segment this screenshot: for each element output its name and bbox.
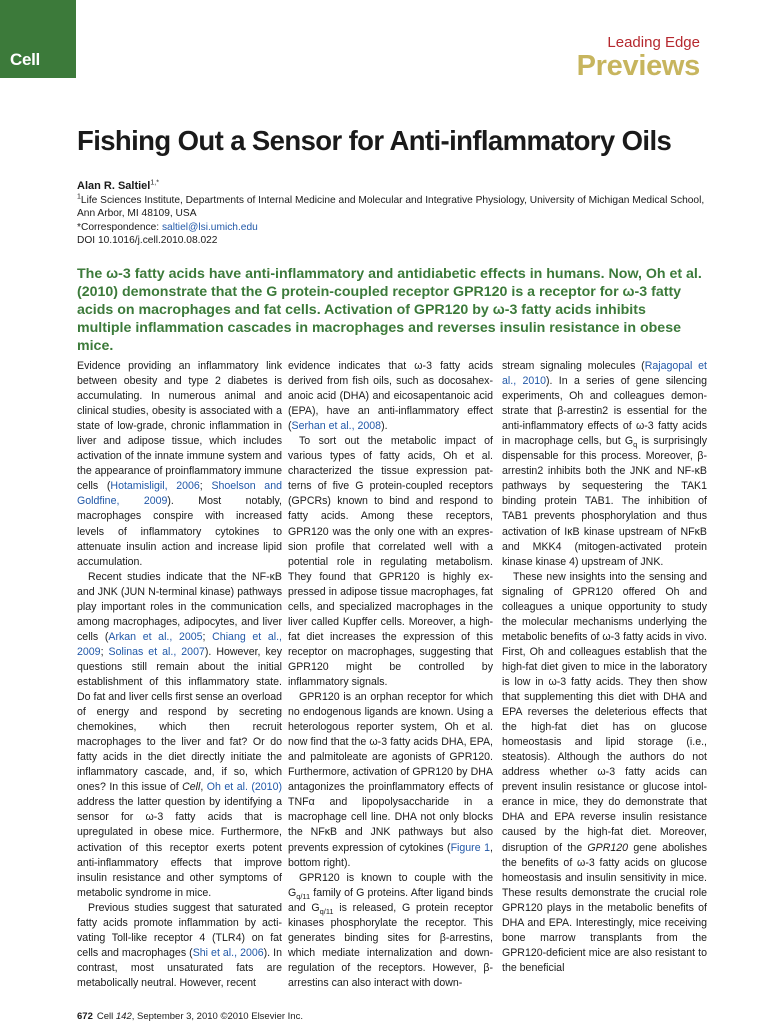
text: is surprisingly dispensable for this process. Moreover, β-arrestin2 inhibits both the JNK and NF-κB pathways by sequestering the TAK1 binding protein TAB1. The inhibition of TAB1 prevents phosphorylation and thus activation of IκB kinase upstream of NFκB and MKK4 (mitogen-activated protein kinase kinase 4) upstream of JNK.: [502, 435, 707, 568]
text: ). In a series of gene silencing experiments, Oh and colleagues demonstrate that β-arrestin2 is essential for the anti-inflammatory effects of ω-3 fatty acids in macrophage cells, but G: [502, 375, 707, 448]
text: , bottom right).: [288, 841, 493, 869]
paragraph: [288, 871, 493, 991]
text: gene abolishes the benefits of ω-3 fatty acids on glucose homeostasis and insulin sensitivity in mice. These results demonstrate the crucial role GPR120 plays in the metabolic benefits of DHA and EPA. Interestingly, mice receiving bone marrow transplants from the GPR120-deficient mice are also resistant to the beneficial: [502, 841, 708, 974]
text: stream signaling molecules (: [502, 360, 645, 372]
citation-link[interactable]: Chiang et al., 2009: [77, 630, 282, 658]
text: ). However, key questions still remain about the initial establishment of this inflammatory state. Do fat and liver cells first sense an overload of energy and respond by secreting chemokines, which then recruit macrophages to the liver and fat? Or do fatty acids in the diet directly initiate the inflammatory cascade, and, if so, which ones? In this issue of: [77, 645, 282, 794]
footer-volume: 142: [115, 1011, 132, 1022]
text: GPR120 is known to couple with the G: [288, 871, 493, 899]
page-footer: [77, 1011, 303, 1022]
author-line: [77, 180, 707, 194]
paragraph: [502, 570, 707, 976]
text: Recent studies indicate that the NF-κB and JNK (JUN N-terminal kinase) pathways play important roles in the communication among macrophages, adipocytes, and liver cells (: [77, 570, 282, 643]
text: is released, G protein receptor kinases phosphorylate the receptor. This generates binding sites for β-arrestins, which mediate internalization and downregulation of the receptors. However, β-arrestins can also interact with down-: [288, 901, 493, 989]
footer-date: , September 3, 2010 ©2010 Elsevier Inc.: [131, 1011, 303, 1022]
text: ).: [381, 420, 388, 433]
paragraph: [288, 690, 493, 871]
correspondence: [77, 221, 707, 235]
text: ). Most notably, macrophages conspire with increased levels of inflammatory cytokines to attenuate insulin action and increase lipid accumulation.: [77, 495, 282, 568]
subscript: q: [633, 440, 638, 450]
article-title: Fishing Out a Sensor for Anti-inflammatory Oils: [77, 125, 672, 156]
subscript: q/11: [296, 891, 311, 901]
citation-link[interactable]: Solinas et al., 2007: [108, 645, 205, 658]
abstract: The ω-3 fatty acids have anti-inflammatory and antidiabetic effects in humans. Now, Oh et al. (2010) demonstrate that the G protein-coupled receptor GPR120 is a receptor for ω-3 fatty acids on macrophages and fat cells. Activation of GPR120 by ω-3 fatty acids inhibits multiple inflammation cascades in macrophages and reverses insulin resistance in obese mice.: [77, 266, 702, 354]
body-column-1: [77, 359, 282, 991]
citation-link[interactable]: Shoelson and Goldfine, 2009: [77, 480, 282, 508]
paragraph: To sort out the metabolic impact of various types of fatty acids, Oh et al. characterized the tissue expression patterns of five G protein-coupled receptors (GPCRs) known to bind and respond to fatty acids. Among these receptors, GPR120 was the only one with an expression profile that correlated well with a potential role in regulating metabolism. They found that GPR120 is highly expressed in adipose tissue macrophages, fat cells, and specialized macrophages in the liver called Kupffer cells. Moreover, a high-fat diet increases the expression of this receptor on macrophages, suggesting that GPR120 might be controlled by inflammatory signals.: [288, 435, 493, 688]
affiliation: [77, 194, 707, 221]
text: family of G proteins. After ligand binds and G: [288, 886, 493, 914]
section-title: Previews: [576, 50, 700, 82]
text: evidence indicates that ω-3 fatty acids derived from fish oils, such as docosahexanoic acid (DHA) and eicosapentanoic acid (EPA), have an anti-inflammatory effect (: [288, 360, 493, 433]
paragraph: [288, 359, 493, 434]
section-kicker: Leading Edge: [607, 34, 700, 51]
journal-logo-text: Cell: [10, 50, 40, 69]
paragraph: [502, 359, 707, 570]
correspondence-email-link[interactable]: saltiel@lsi.umich.edu: [161, 221, 258, 233]
citation-link[interactable]: Shi et al., 2006: [192, 946, 264, 959]
text: address the latter question by identifying a sensor for ω-3 fatty acids that is upregulated in obese mice. Furthermore, activation of this receptor exerts potent anti-inflammatory effects that improve insulin resistance and other symptoms of metabolic syndrome in mice.: [77, 796, 282, 899]
gene-name: GPR120: [587, 841, 629, 854]
text: These new insights into the sensing and signaling of GPR120 offered Oh and colleagues a unique opportunity to study the molecular mechanisms underlying the metabolic benefits of ω-3 fatty acids in vivo. First, Oh and colleagues establish that the high-fat diet given to mice in the laboratory is low in ω-3 fatty acids. They then show that supplementing this diet with DHA and EPA reverses the deleterious effects that the high-fat diet has on glucose homeostasis and lipid storage (i.e., steatosis). Although the authors do not address whether ω-3 fatty acids can prevent insulin resistance or glucose intolerance in mice, they do demonstrate that DHA and EPA reverse insulin resistance caused by the high-fat diet. Moreover, disruption of the: [502, 570, 707, 854]
doi: DOI 10.1016/j.cell.2010.08.022: [77, 235, 218, 247]
body-column-2: [288, 359, 493, 991]
byline: [77, 180, 707, 248]
page-number: 672: [77, 1011, 93, 1022]
citation-link[interactable]: Arkan et al., 2005: [108, 630, 203, 643]
subscript: q/11: [319, 906, 334, 916]
footer-journal: Cell: [96, 1011, 116, 1022]
author-marks: 1,*: [150, 179, 159, 187]
paragraph: [77, 901, 282, 991]
affiliation-text: Life Sciences Institute, Departments of Internal Medicine and Molecular and Integrative Physiology, University of Michigan Medical School, Ann Arbor, MI 48109, USA: [77, 194, 705, 220]
body-column-3: [502, 359, 707, 976]
affiliation-mark: 1: [77, 193, 81, 201]
text: ). In contrast, most unsaturated fats are metabolically neutral. However, recent: [77, 946, 282, 989]
journal-name: Cell: [182, 781, 201, 794]
citation-link[interactable]: Hotamisligil, 2006: [110, 480, 200, 493]
citation-link[interactable]: Serhan et al., 2008: [291, 420, 382, 433]
text: Evidence providing an inflammatory link between obesity and type 2 diabetes is accumulating. In numerous animal and clinical studies, obesity is associated with a state of low-grade, chronic inflammation in liver and adipose tissue, which includes activation of the innate immune system and the appearance of proinflammatory immune cells (: [77, 360, 282, 493]
citation-link[interactable]: Oh et al. (2010): [206, 781, 282, 794]
paragraph: Evidence providing an inflammatory link between obesity and type 2 diabetes is accumulating. In numerous animal and clinical studies, obesity is associated with a state of low-grade, chronic inflammation in liver and adipose tissue, which includes activation of the innate immune system and the appearance of proinflammatory immune cells (Hotamisligil, 2006; Shoelson and Goldfine, 2009). Most notably, macrophages conspire with increased levels of inflammatory cytokines to attenuate insulin action and increase lipid accumulation.: [77, 360, 282, 568]
correspondence-label: *Correspondence:: [77, 221, 162, 233]
text: GPR120 is an orphan receptor for which no endogenous ligands are known. Using a heterologous reporter system, Oh et al. now find that the ω-3 fatty acids DHA, EPA, and palmitoleate are agonists of GPR120. Furthermore, activation of GPR120 by DHA antagonizes the proinflammatory effects of TNFα and lipopolysaccharide in a macrophage cell line. DHA not only blocks the NFκB and JNK pathways but also prevents expression of cytokines (: [288, 691, 493, 854]
author-name: Alan R. Saltiel: [77, 180, 151, 192]
text: Previous studies suggest that saturated fatty acids promote inflammation by activating Toll-like receptor 4 (TLR4) on fat cells and macrophages (: [77, 901, 282, 959]
citation-link[interactable]: Rajagopal et al., 2010: [502, 360, 707, 388]
paragraph: Recent studies indicate that the NF-κB and JNK (JUN N-terminal kinase) pathways play important roles in the communication among macrophages, adipocytes, and liver cells (Arkan et al., 2005; Chiang et al., 2009; Solinas et al., 2007). However, key questions still remain about the initial establishment of this inflammatory state. Do fat and liver cells first sense an overload of energy and respond by secreting chemokines, which then recruit macrophages to the liver and fat? Or do fatty acids in the diet directly initiate the inflammatory cascade, and, if so, which ones? In this issue of Cell, Oh et al. (2010) address the latter question by identifying a sensor for ω-3 fatty acids that is upregulated in obese mice. Furthermore, activation of this receptor exerts potent anti-inflammatory effects that improve insulin resistance and other symptoms of metabolic syndrome in mice.: [77, 570, 282, 899]
figure-link[interactable]: Figure 1: [450, 841, 491, 854]
journal-logo: [0, 0, 76, 78]
